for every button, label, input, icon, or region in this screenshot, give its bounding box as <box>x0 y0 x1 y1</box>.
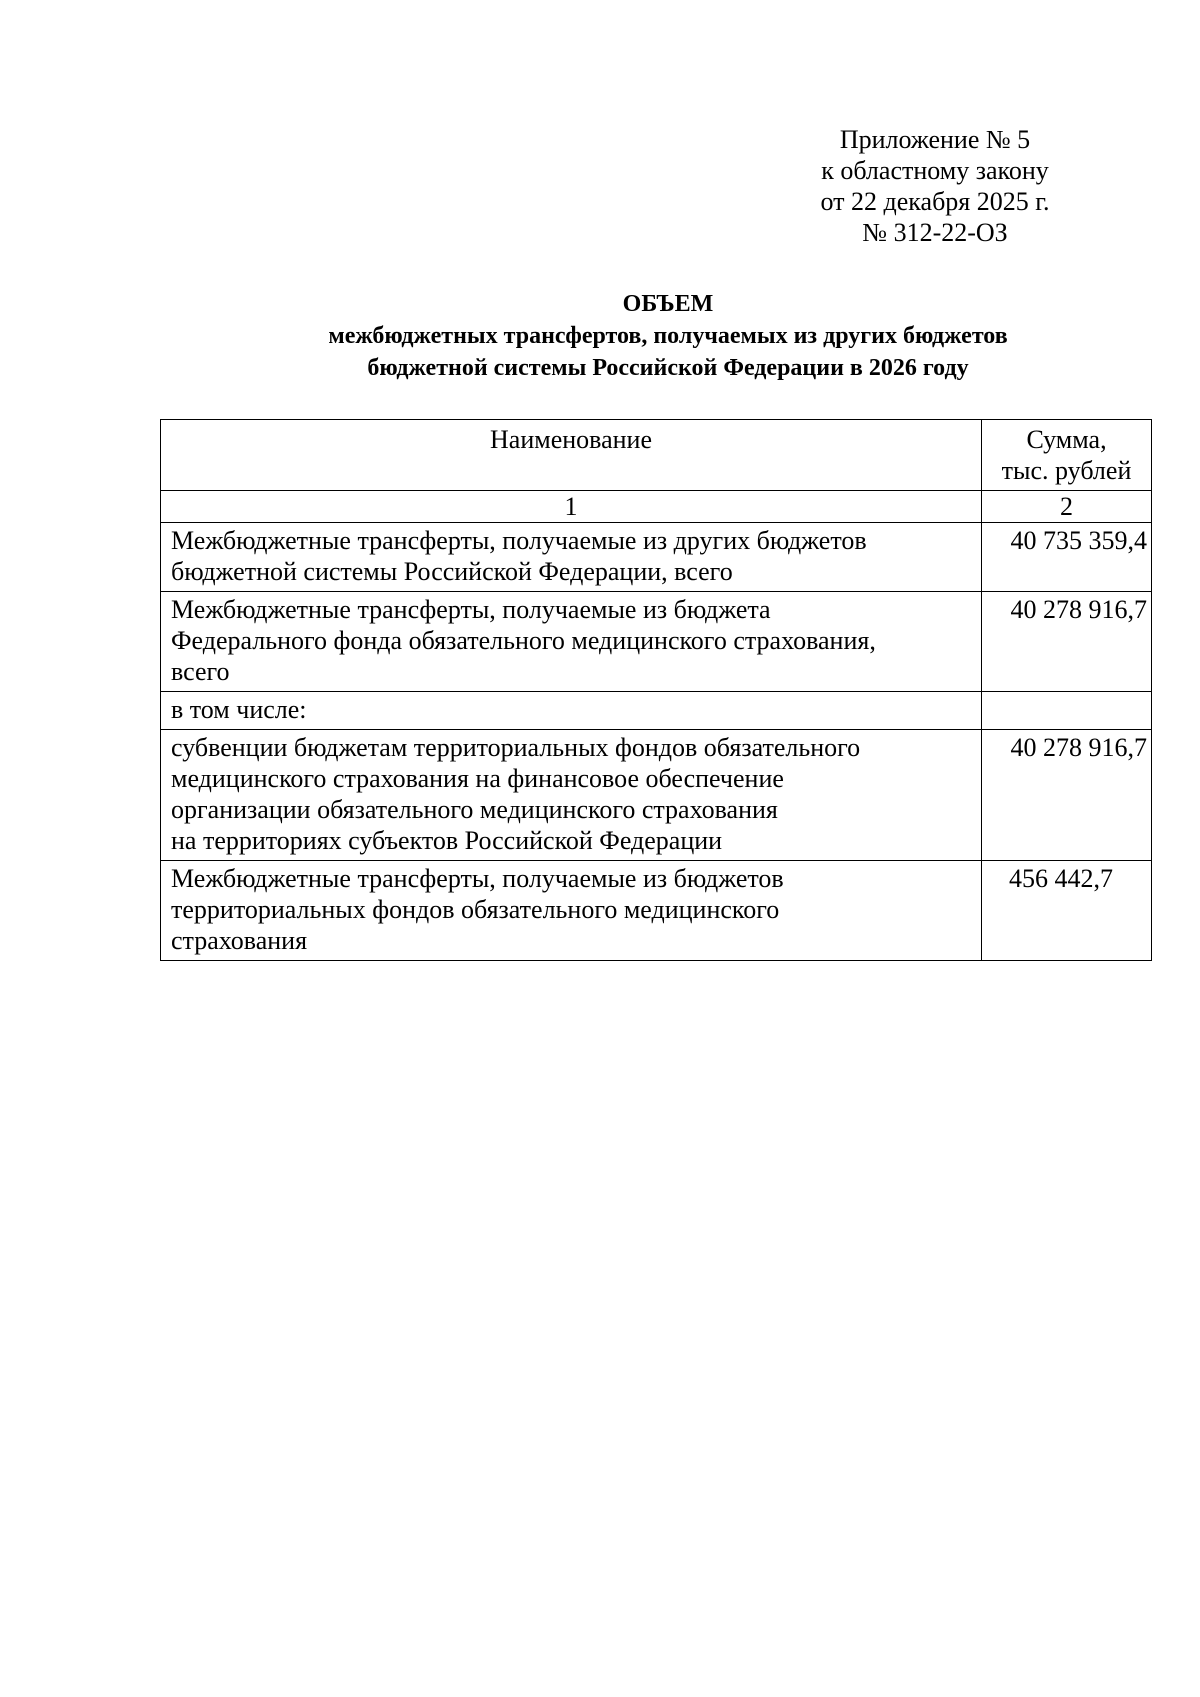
title-heading: ОБЪЕМ <box>622 291 714 317</box>
header-name-label: Наименование <box>490 425 652 454</box>
table-row <box>161 523 1152 592</box>
appendix-header <box>820 124 1050 248</box>
row-name-line: Федерального фонда обязательного медицинского страхования, <box>171 626 876 655</box>
header-name <box>161 420 982 491</box>
table-row <box>161 692 1152 730</box>
row-sum-value: 40 278 916,7 <box>1010 733 1147 762</box>
row-name <box>161 592 982 692</box>
budget-table <box>160 419 1152 961</box>
row-name-line: Межбюджетные трансферты, получаемые из других бюджетов <box>171 526 867 555</box>
title-subheading-line-1: межбюджетных трансфертов, получаемых из других бюджетов <box>328 323 1008 349</box>
appendix-number: Приложение № 5 <box>839 125 1031 154</box>
appendix-law-reference: к областному закону <box>821 156 1049 185</box>
table-row <box>161 730 1152 861</box>
row-sum <box>982 592 1152 692</box>
column-number-2 <box>982 491 1152 523</box>
document-title <box>160 288 1176 384</box>
row-name-line: организации обязательного медицинского страхования <box>171 795 778 824</box>
header-sum <box>982 420 1152 491</box>
column-number-row <box>161 491 1152 523</box>
row-name <box>161 730 982 861</box>
row-name-line: всего <box>171 657 230 686</box>
row-name-line: страхования <box>171 926 308 955</box>
row-sum-value: 40 278 916,7 <box>1010 595 1147 624</box>
row-name <box>161 523 982 592</box>
table-header-row <box>161 420 1152 491</box>
row-sum-value: 456 442,7 <box>1009 864 1114 893</box>
row-name-line: медицинского страхования на финансовое обеспечение <box>171 764 784 793</box>
column-number-2-label: 2 <box>1060 492 1074 521</box>
row-name-line: Межбюджетные трансферты, получаемые из бюджетов <box>171 864 784 893</box>
header-sum-unit: тыс. рублей <box>1001 456 1132 485</box>
row-name <box>161 861 982 961</box>
title-subheading-line-2: бюджетной системы Российской Федерации в 2026 году <box>367 355 969 381</box>
row-name-line: территориальных фондов обязательного медицинского <box>171 895 780 924</box>
column-number-1-label: 1 <box>564 492 578 521</box>
header-sum-label: Сумма, <box>1026 425 1107 454</box>
row-sum-value: 40 735 359,4 <box>1010 526 1147 555</box>
appendix-law-date: от 22 декабря 2025 г. <box>820 187 1050 216</box>
table-row <box>161 861 1152 961</box>
row-name-line: Межбюджетные трансферты, получаемые из бюджета <box>171 595 771 624</box>
row-name-line: в том числе: <box>171 695 307 724</box>
row-name <box>161 692 982 730</box>
row-sum <box>982 730 1152 861</box>
appendix-law-number: № 312-22-ОЗ <box>862 218 1008 247</box>
row-sum <box>982 692 1152 730</box>
table-row <box>161 592 1152 692</box>
column-number-1 <box>161 491 982 523</box>
row-name-line: субвенции бюджетам территориальных фондов обязательного <box>171 733 861 762</box>
row-name-line: на территориях субъектов Российской Федерации <box>171 826 723 855</box>
row-name-line: бюджетной системы Российской Федерации, всего <box>171 557 733 586</box>
row-sum <box>982 523 1152 592</box>
row-sum <box>982 861 1152 961</box>
